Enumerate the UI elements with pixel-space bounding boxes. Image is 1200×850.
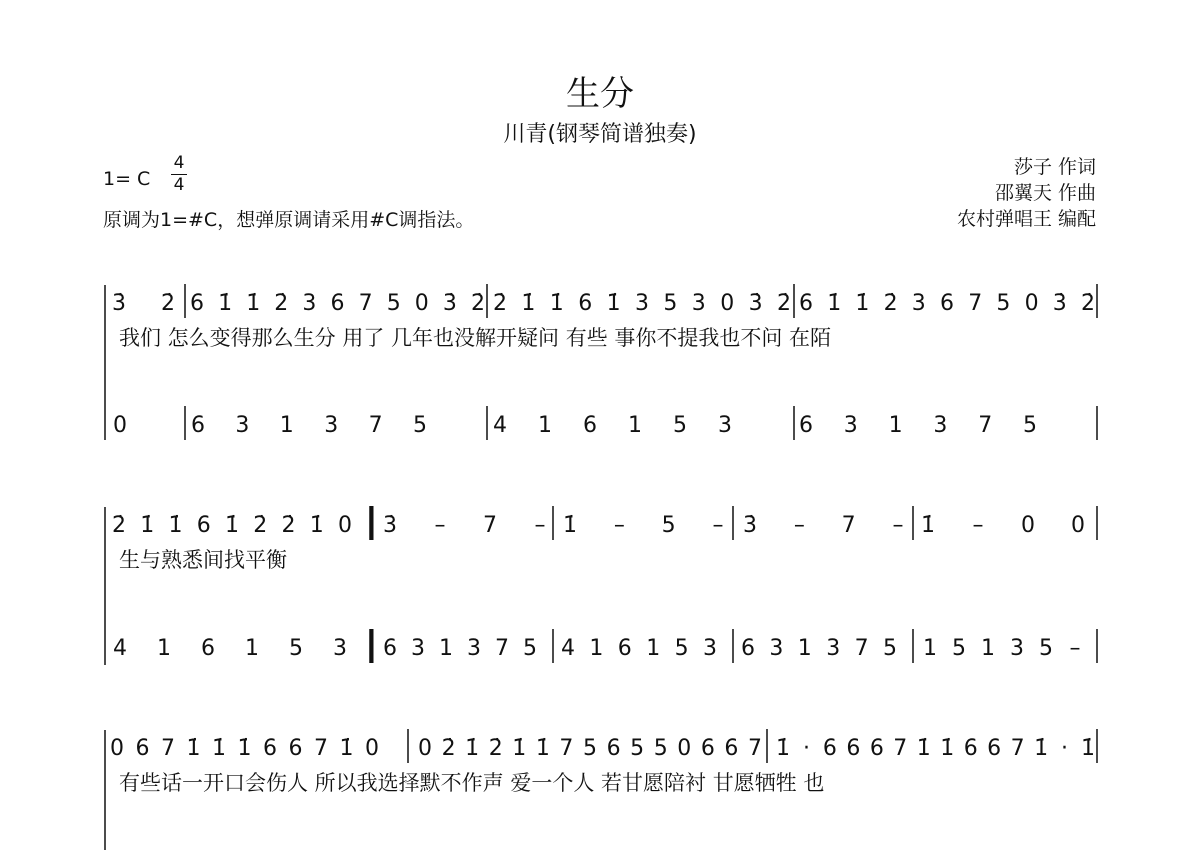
bass-note: 3 [703,636,717,661]
bass-note: 6 [617,636,632,661]
melody-note: 2̇ [253,513,268,538]
melody-note: 1̇ [140,513,155,538]
bass-note: 5 [289,636,303,661]
bass-note: 5 [1023,413,1037,438]
melody-note: 3̇ [1052,291,1067,316]
melody-note: 3 [911,291,926,316]
bass-note: 3 [324,413,339,438]
composer-credit: 邵翼天 作曲 [994,182,1096,204]
bass-note: 5 [523,636,537,661]
bass-note: 4 [113,636,127,661]
melody-note: 1̇ [563,513,577,538]
bass-note: 1 [628,413,642,438]
bass-note: 6 [583,413,597,438]
melody-note: 2̇ [112,513,126,538]
melody-note: 3̇ [442,291,457,316]
melody-note: 6 [196,513,211,538]
bass-note: 6 [191,413,205,438]
bass-note: 4 [493,413,507,438]
melody-note: 1̇ [921,513,935,538]
melody-note: 1̇ [218,291,233,316]
melody-note: 0 [418,736,432,761]
bass-note: 3 [769,636,784,661]
melody-note: 0 [720,291,735,316]
melody-note: 2̇ [281,513,296,538]
melody-note: 2̇ [471,291,485,316]
melody-note: 1̇ [246,291,261,316]
bass-note: 6 [383,636,397,661]
melody-note: – [972,513,984,538]
melody-note: 3 [691,291,706,316]
melody-note: 1̇ [186,736,201,761]
melody-note: 3̇ [112,291,126,316]
melody-note: 1̇ [465,736,480,761]
melody-note: 7 [1010,736,1025,761]
melody-note: 2̇ [441,736,456,761]
melody-note: 5 [583,736,597,761]
melody-note: 3̇ [743,513,757,538]
lyricist-credit: 莎子 作词 [1013,156,1096,178]
melody-note: 5 [996,291,1011,316]
melody-note: – [434,513,446,538]
bass-note: 0 [113,413,127,438]
melody-note: 2̇ [883,291,898,316]
melody-note: 0 [365,736,379,761]
melody-note: 6 [700,736,715,761]
bass-note: – [1069,636,1081,661]
melody-note: 1̇ [606,291,621,316]
bass-note: 5 [1039,636,1053,661]
bass-note: 3 [718,413,732,438]
melody-note: 1̇ [339,736,354,761]
bass-note: 1 [245,636,259,661]
transposition-note: 原调为1=#C，想弹原调请采用#C调指法。 [103,209,475,231]
melody-note: 6 [799,291,813,316]
melody-note: 0 [110,736,124,761]
bass-note: 5 [952,636,966,661]
melody-note: · [1061,736,1069,761]
melody-note: 0 [338,513,352,538]
bass-note: 1 [157,636,171,661]
melody-note: 2̇ [274,291,289,316]
melody-note: 6 [330,291,345,316]
melody-note: 1̇ [1081,736,1095,761]
melody-note: 2̇ [161,291,175,316]
melody-note: 0 [677,736,692,761]
lyrics-line: 我们 怎么变得那么生分 用了 几年也没解开疑问 有些 事你不提我也不问 在陌 [119,326,832,350]
bass-note: 5 [674,636,689,661]
melody-note: 6 [606,736,621,761]
melody-note: 0 [1024,291,1039,316]
melody-note: 6 [987,736,1002,761]
melody-note: 2̇ [1081,291,1095,316]
melody-note: 0 [1071,513,1085,538]
bass-note: 6 [741,636,755,661]
melody-note: – [793,513,805,538]
melody-note: 0 [1021,513,1035,538]
melody-note: 1̇ [237,736,252,761]
time-signature-numerator: 4 [173,153,185,173]
bass-note: 1 [797,636,812,661]
melody-note: 2̇ [488,736,503,761]
melody-note: 6 [190,291,204,316]
melody-note: 7 [893,736,908,761]
melody-note: – [613,513,625,538]
melody-note: 7 [841,513,856,538]
melody-note: 6 [263,736,277,761]
melody-note: 3 [635,291,649,316]
melody-note: 6 [724,736,739,761]
bass-note: 3 [1010,636,1024,661]
arranger-credit: 农村弹唱王 编配 [956,208,1096,230]
melody-note: 1̇ [549,291,564,316]
melody-note: 7 [314,736,328,761]
bass-note: 4 [561,636,575,661]
melody-note: – [534,513,546,538]
melody-note: 6 [822,736,837,761]
melody-note: 1̇ [212,736,226,761]
melody-note: 5 [653,736,668,761]
song-title: 生分 [566,74,634,114]
melody-note: 3̇ [383,513,397,538]
melody-note: 1̇ [827,291,842,316]
bass-note: 7 [495,636,509,661]
melody-note: – [712,513,724,538]
bass-note: 3 [843,413,858,438]
bass-note: 3 [333,636,347,661]
time-signature-denominator: 4 [173,175,185,195]
melody-note: 6 [869,736,884,761]
melody-note: 7 [748,736,762,761]
melody-note: – [892,513,904,538]
bass-note: 1 [923,636,937,661]
bass-note: 7 [978,413,993,438]
lyrics-line: 有些话一开口会伤人 所以我选择默不作声 爱一个人 若甘愿陪衬 甘愿牺牲 也 [119,771,825,795]
melody-note: 1̇ [309,513,324,538]
melody-note: 6 [135,736,150,761]
bass-note: 6 [799,413,813,438]
melody-note: 5 [663,291,678,316]
melody-note: 7 [161,736,175,761]
melody-note: 6 [963,736,978,761]
melody-note: 1̇ [916,736,931,761]
melody-note: 3̇ [748,291,763,316]
melody-note: 7 [559,736,574,761]
melody-note: 5 [661,513,676,538]
bass-note: 1 [279,413,294,438]
melody-note: 7 [968,291,983,316]
bass-note: 7 [854,636,869,661]
melody-note: 5 [630,736,645,761]
bass-note: 3 [411,636,425,661]
bass-note: 5 [883,636,897,661]
melody-note: 2̇ [777,291,791,316]
bass-note: 1 [981,636,995,661]
melody-note: 1̇ [776,736,790,761]
key-signature: 1= C [103,168,151,190]
melody-note: 1̇ [535,736,550,761]
bass-note: 5 [413,413,427,438]
melody-note: 6 [940,291,954,316]
bass-note: 1 [646,636,661,661]
bass-note: 1 [538,413,552,438]
bass-note: 3 [826,636,841,661]
melody-note: 6 [578,291,593,316]
bass-note: 1 [888,413,903,438]
bass-note: 6 [201,636,215,661]
melody-note: 1̇ [1034,736,1049,761]
melody-note: 1̇ [940,736,955,761]
melody-note: 3 [302,291,317,316]
bass-note: 1 [589,636,604,661]
melody-note: 6 [846,736,861,761]
bass-note: 3 [235,413,250,438]
bass-note: 3 [467,636,481,661]
song-subtitle: 川青(钢琴简谱独奏) [503,122,697,147]
melody-note: 2̇ [493,291,507,316]
melody-note: 1̇ [855,291,870,316]
melody-note: 7 [358,291,373,316]
melody-note: 1̇ [521,291,536,316]
bass-note: 3 [933,413,948,438]
melody-note: 0 [414,291,429,316]
melody-note: 5 [386,291,401,316]
bass-note: 7 [368,413,383,438]
lyrics-line: 生与熟悉间找平衡 [119,548,287,572]
bass-note: 1 [439,636,453,661]
melody-note: · [802,736,810,761]
melody-note: 1̇ [225,513,239,538]
melody-note: 6 [288,736,303,761]
melody-note: 1̇ [168,513,183,538]
melody-note: 7 [483,513,497,538]
melody-note: 1̇ [512,736,527,761]
bass-note: 5 [673,413,687,438]
